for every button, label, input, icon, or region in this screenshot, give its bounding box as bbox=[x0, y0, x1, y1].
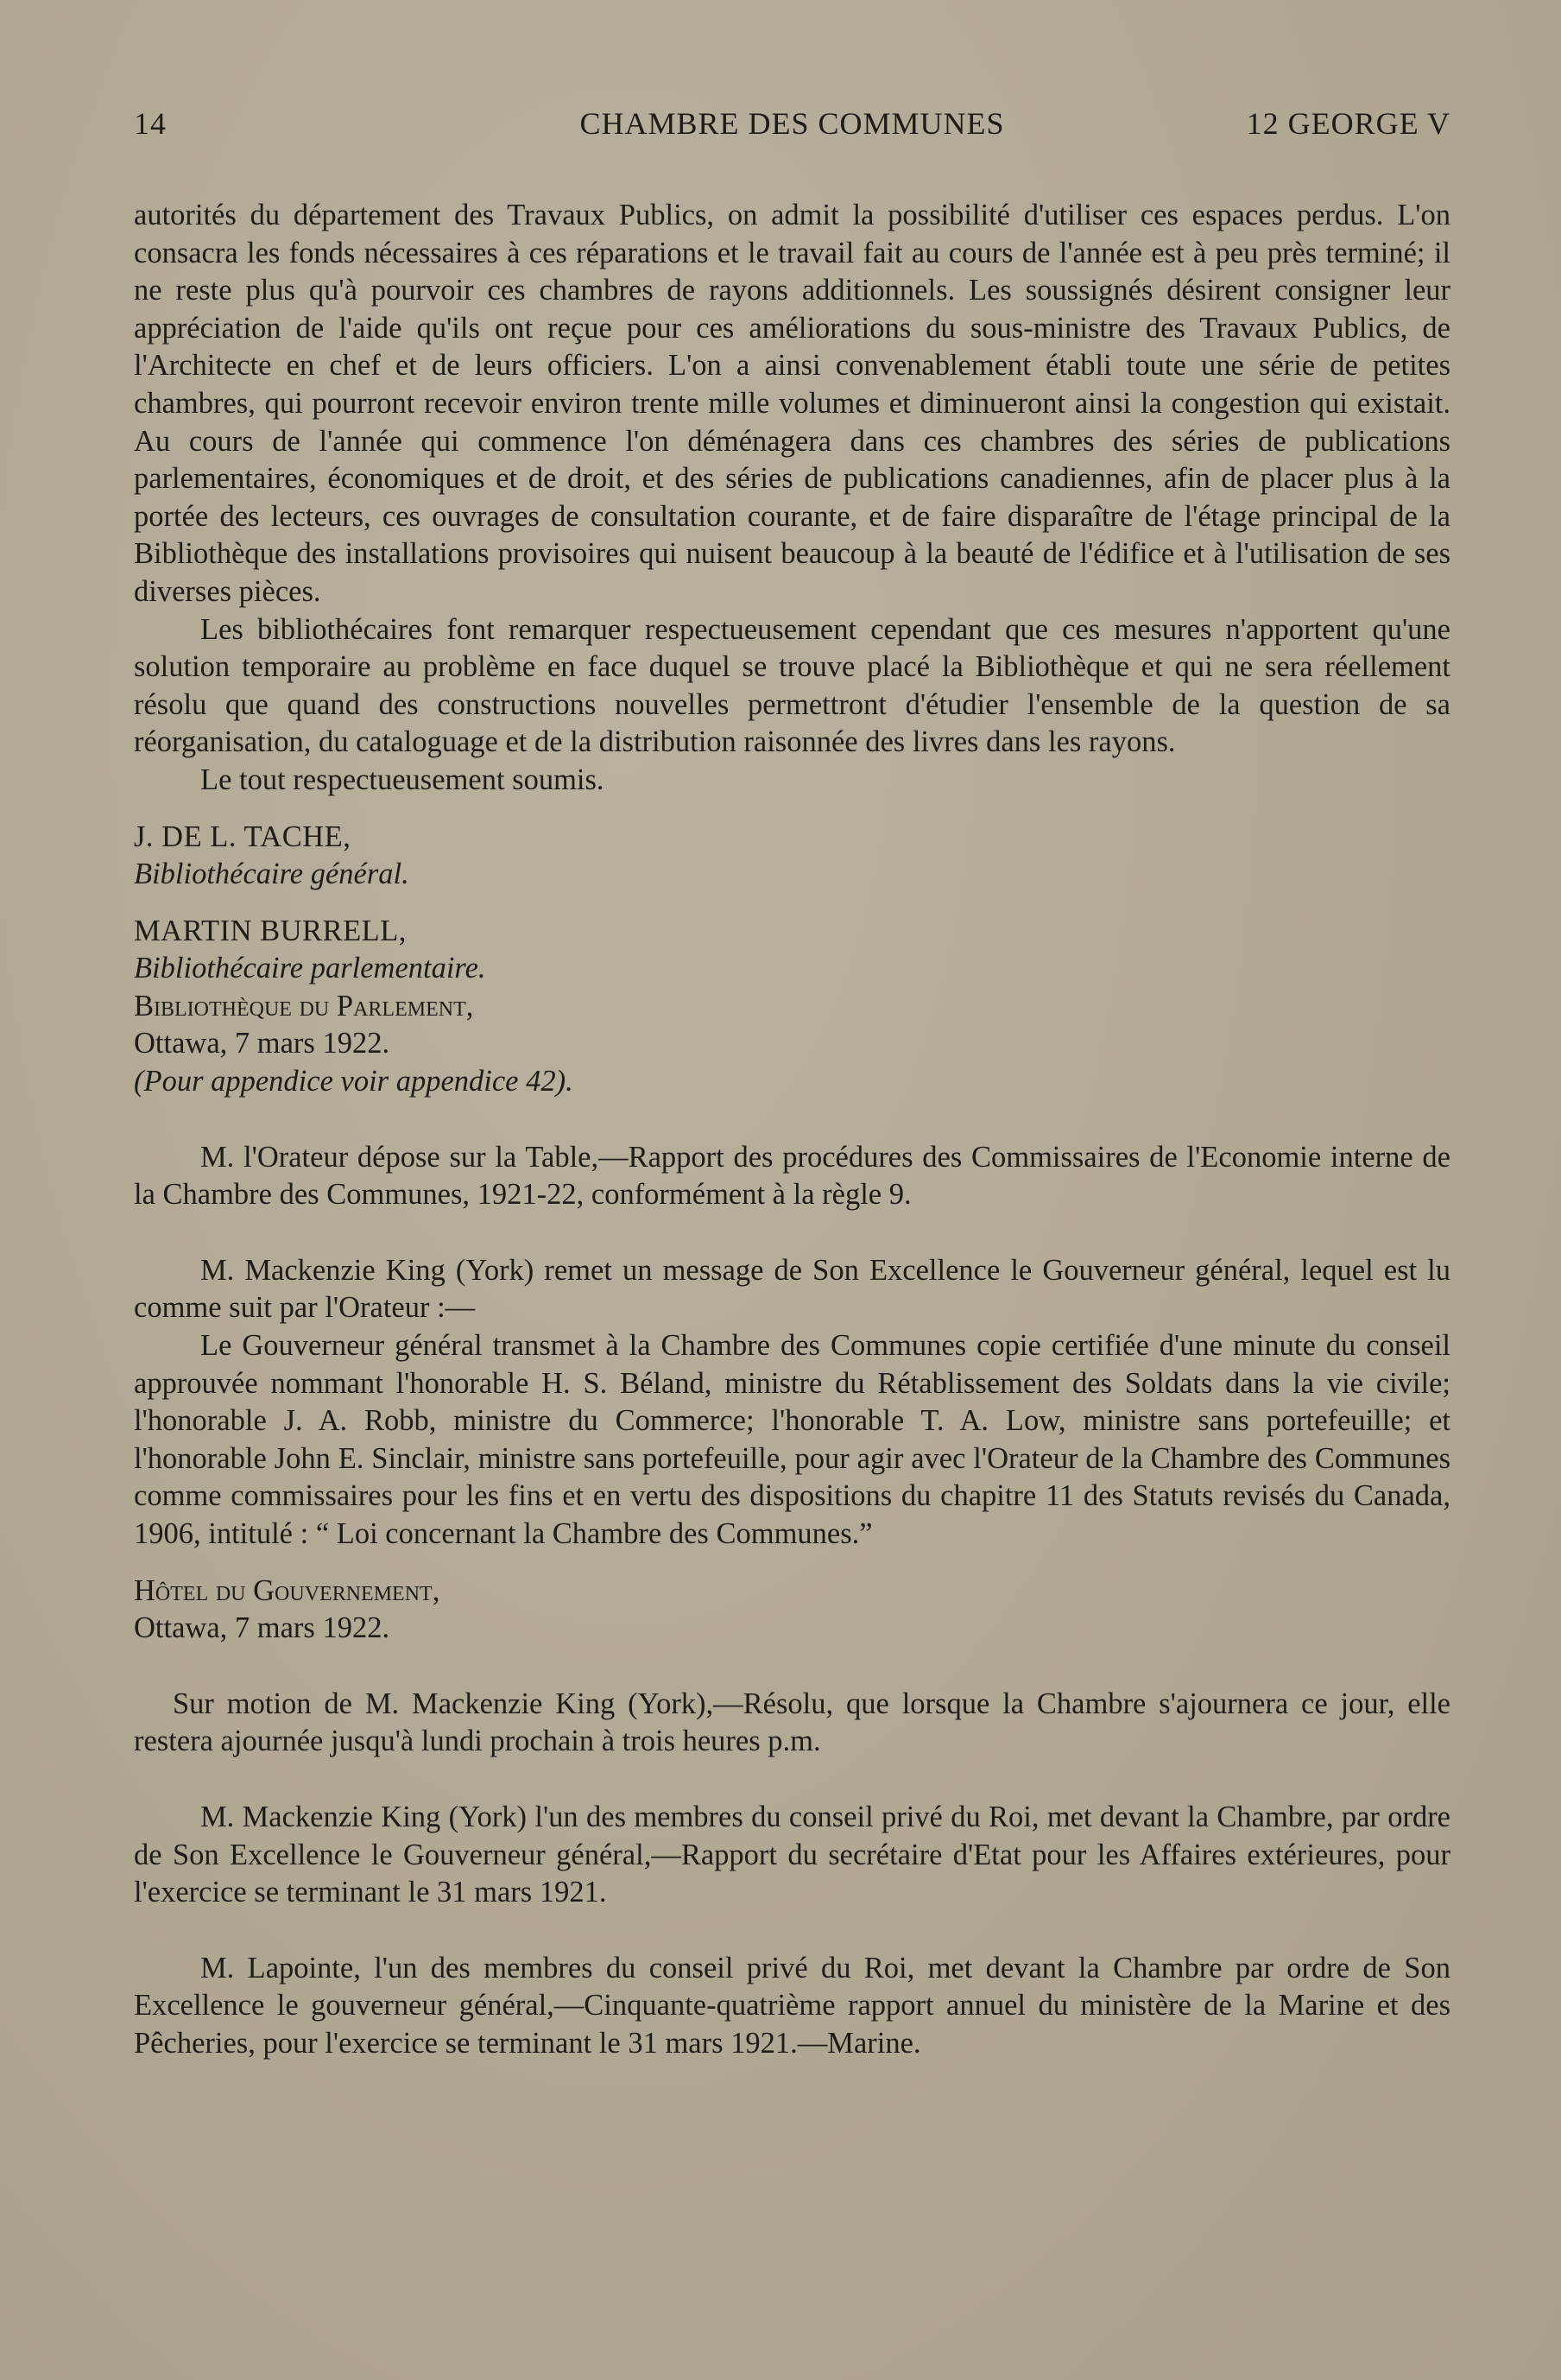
paragraph-message-governor: M. Mackenzie King (York) remet un message de Son Excellence le Gouverneur général, lequel est lu comme suit par l'Orateur :— bbox=[134, 1253, 1450, 1325]
header-regnal-year: 12 GEORGE V bbox=[1246, 106, 1450, 141]
paragraph-speaker-report: M. l'Orateur dépose sur la Table,—Rapport des procédures des Commissaires de l'Economie interne de la Chambre des Communes, 1921-22, conformément à la règle 9. bbox=[134, 1140, 1450, 1212]
appendix-note: (Pour appendice voir appendice 42). bbox=[134, 1065, 573, 1098]
paragraph-adjournment-motion: Sur motion de M. Mackenzie King (York),—Résolu, que lorsque la Chambre s'ajournera ce jour, elle restera ajournée jusqu'à lundi prochain à trois heures p.m. bbox=[134, 1687, 1450, 1758]
place-government-house: Hôtel du Gouvernement, bbox=[134, 1573, 440, 1607]
place-library: Bibliothèque du Parlement, bbox=[134, 989, 474, 1022]
closing-line: Le tout respectueusement soumis. bbox=[200, 763, 604, 796]
paragraph-library-renovations: autorités du département des Travaux Publics, on admit la possibilité d'utiliser ces espaces perdus. L'on consacra les fonds nécessaires à ces réparations et le travail fait au cours de l'année est à peu près terminé; il ne reste plus qu'à pourvoir ces chambres de rayons additionnels. Les soussignés désirent consigner leur appréciation de l'aide qu'ils ont reçue pour ces améliorations du sous-ministre des Travaux Publics, de l'Architecte en chef et de leurs officiers. L'on a ainsi convenablement établi toute une série de petites chambres, qui pourront recevoir environ trente mille volumes et diminueront ainsi la congestion qui existait. Au cours de l'année qui commence l'on déménagera dans ces chambres des séries de publications parlementaires, économiques et de droit, et des séries de publications canadiennes, afin de placer plus à la portée des lecteurs, ces ouvrages de consultation courante, et de faire disparaître de l'étage principal de la Bibliothèque des installations provisoires qui nuisent beaucoup à la beauté de l'édifice et à l'utilisation de ses diverses pièces. bbox=[134, 199, 1450, 608]
signatory-title-2: Bibliothécaire parlementaire. bbox=[134, 952, 486, 985]
signatory-name-2: MARTIN BURRELL, bbox=[134, 914, 407, 947]
page-body bbox=[134, 197, 1450, 2063]
page-number: 14 bbox=[134, 106, 167, 141]
paragraph-external-affairs-report: M. Mackenzie King (York) l'un des membres du conseil privé du Roi, met devant la Chambre, par ordre de Son Excellence le Gouverneur général,—Rapport du secrétaire d'Etat pour les Affaires extérieures, pour l'exercice se terminant le 31 mars 1921. bbox=[134, 1800, 1450, 1909]
date-library: Ottawa, 7 mars 1922. bbox=[134, 1027, 390, 1060]
signatory-name-1: J. DE L. TACHE, bbox=[134, 820, 351, 853]
signatory-title-1: Bibliothécaire général. bbox=[134, 858, 409, 891]
date-government-house: Ottawa, 7 mars 1922. bbox=[134, 1611, 390, 1645]
paragraph-message-text: Le Gouverneur général transmet à la Chambre des Communes copie certifiée d'une minute du conseil approuvée nommant l'honorable H. S. Béland, ministre du Rétablissement des Soldats dans la vie civile; l'honorable J. A. Robb, ministre du Commerce; l'honorable T. A. Low, ministre sans portefeuille; et l'honorable John E. Sinclair, ministre sans portefeuille, pour agir avec l'Orateur de la Chambre des Communes comme commissaires pour les fins et en vertu des dispositions du chapitre 11 des Statuts revisés du Canada, 1906, intitulé : “ Loi concernant la Chambre des Communes.” bbox=[134, 1329, 1450, 1550]
running-header bbox=[134, 105, 1450, 149]
paragraph-marine-report: M. Lapointe, l'un des membres du conseil privé du Roi, met devant la Chambre par ordre de Son Excellence le gouverneur général,—Cinquante-quatrième rapport annuel du ministère de la Marine et des Pêcheries, pour l'exercice se terminant le 31 mars 1921.—Marine. bbox=[134, 1951, 1450, 2060]
paragraph-temporary-solution: Les bibliothécaires font remarquer respectueusement cependant que ces mesures n'apportent qu'une solution temporaire au problème en face duquel se trouve placé la Bibliothèque et qui ne sera réellement résolu que quand des constructions nouvelles permettront d'étudier l'ensemble de la question de sa réorganisation, du cataloguage et de la distribution raisonnée des livres dans les rayons. bbox=[134, 612, 1450, 759]
header-title: CHAMBRE DES COMMUNES bbox=[579, 106, 1005, 141]
